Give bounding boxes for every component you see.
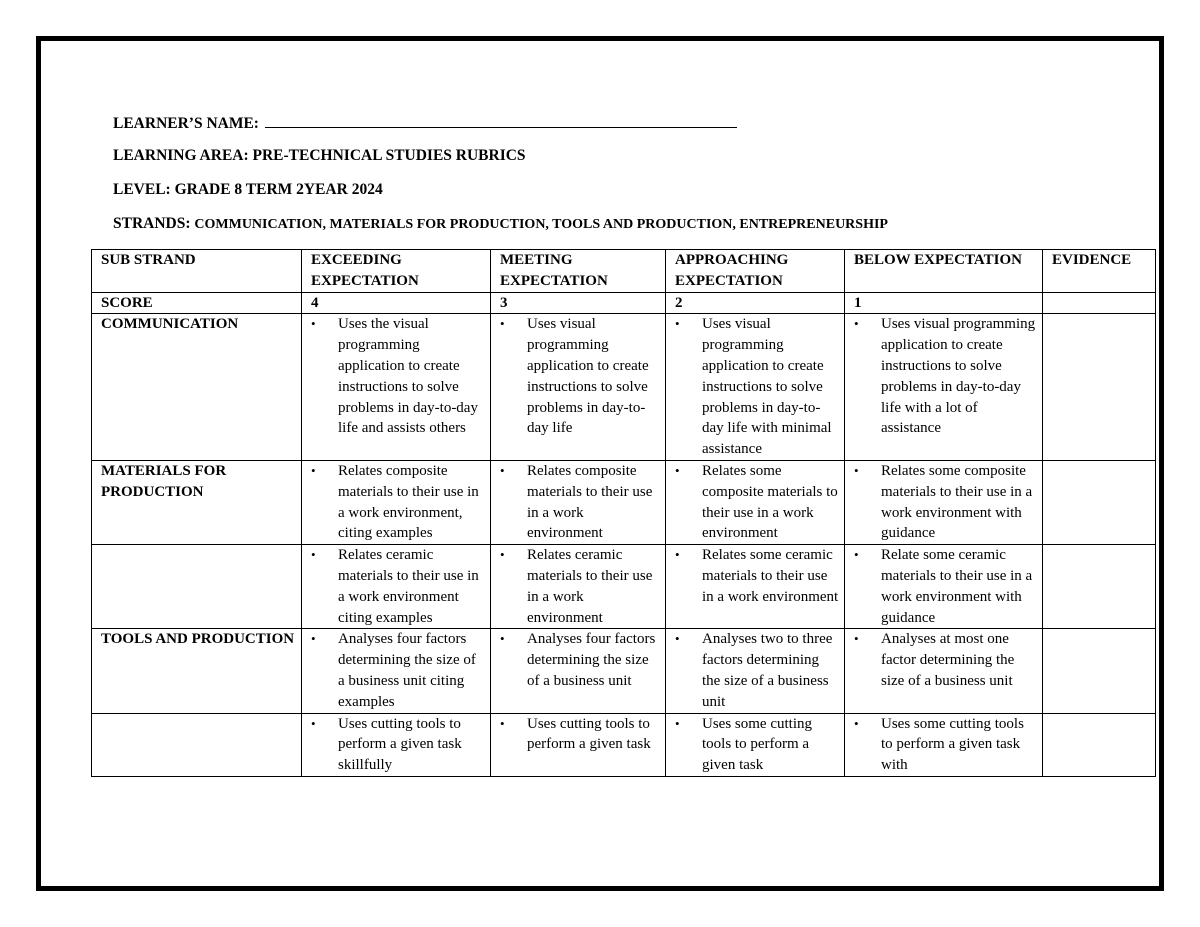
strands-label: STRANDS: xyxy=(113,215,191,232)
bullet-icon: • xyxy=(500,316,505,332)
rubric-cell xyxy=(666,713,845,776)
rubric-cell xyxy=(845,314,1043,461)
bullet-icon: • xyxy=(675,547,680,563)
rubric-text: Uses some cutting tools to perform a given task xyxy=(702,715,812,774)
rubric-text: Relates ceramic materials to their use in a work environment citing examples xyxy=(338,547,479,626)
rubric-text: Relates some composite materials to their use in a work environment with guidance xyxy=(881,462,1033,542)
bullet-icon: • xyxy=(311,631,316,647)
evidence-cell[interactable] xyxy=(1043,713,1156,776)
rubric-cell xyxy=(491,545,666,629)
bullet-icon: • xyxy=(675,631,680,647)
bullet-icon: • xyxy=(500,462,505,478)
score-value: 1 xyxy=(845,292,1043,314)
evidence-cell[interactable] xyxy=(1043,314,1156,461)
sub-strand-name: MATERIALS FOR PRODUCTION xyxy=(92,460,302,544)
score-row xyxy=(92,292,1156,314)
rubric-cell xyxy=(666,629,845,713)
strands-line xyxy=(113,215,888,233)
column-header: BELOW EXPECTATION xyxy=(845,250,1043,293)
sub-strand-name: COMMUNICATION xyxy=(92,314,302,461)
column-header: MEETING EXPECTATION xyxy=(491,250,666,293)
rubric-text: Uses the visual programming application to create instructions to solve problems in day-to-day life and assists others xyxy=(338,316,478,437)
learner-name-blank[interactable] xyxy=(265,113,737,128)
table-row xyxy=(92,314,1156,461)
sub-strand-name: TOOLS AND PRODUCTION xyxy=(92,629,302,713)
bullet-icon: • xyxy=(854,547,859,563)
rubric-cell xyxy=(666,545,845,629)
rubric-cell xyxy=(302,545,491,629)
rubric-text: Uses some cutting tools to perform a given task with xyxy=(881,715,1024,774)
evidence-cell[interactable] xyxy=(1043,460,1156,544)
bullet-icon: • xyxy=(675,715,680,731)
score-value: 2 xyxy=(666,292,845,314)
learner-name-label: LEARNER’S NAME: xyxy=(113,115,259,132)
rubric-text: Uses visual programming application to create instructions to solve problems in day-to-day life with minimal assistance xyxy=(702,316,832,458)
rubric-cell xyxy=(491,314,666,461)
rubric-text: Analyses four factors determining the size of a business unit citing examples xyxy=(338,631,476,710)
column-header: APPROACHING EXPECTATION xyxy=(666,250,845,293)
learner-name-line xyxy=(113,113,737,133)
rubric-cell xyxy=(491,629,666,713)
bullet-icon: • xyxy=(675,462,680,478)
column-header: EXCEEDING EXPECTATION xyxy=(302,250,491,293)
rubric-text: Relates ceramic materials to their use in a work environment xyxy=(527,547,653,626)
bullet-icon: • xyxy=(311,547,316,563)
bullet-icon: • xyxy=(854,316,859,332)
bullet-icon: • xyxy=(854,715,859,731)
rubric-text: Uses visual programming application to create instructions to solve problems in day-to-day life with a lot of assistance xyxy=(881,316,1036,437)
score-value xyxy=(1043,292,1156,314)
learning-area-line: LEARNING AREA: PRE-TECHNICAL STUDIES RUBRICS xyxy=(113,147,526,164)
evidence-cell[interactable] xyxy=(1043,545,1156,629)
rubric-cell xyxy=(845,460,1043,544)
score-label: SCORE xyxy=(92,292,302,314)
table-row xyxy=(92,629,1156,713)
table-header-row xyxy=(92,250,1156,293)
rubric-text: Analyses at most one factor determining the size of a business unit xyxy=(881,631,1015,689)
rubric-cell xyxy=(845,629,1043,713)
bullet-icon: • xyxy=(500,631,505,647)
rubric-cell xyxy=(491,713,666,776)
rubric-cell xyxy=(666,460,845,544)
rubric-text: Uses visual programming application to create instructions to solve problems in day-to-day life xyxy=(527,316,649,437)
bullet-icon: • xyxy=(311,316,316,332)
rubric-table xyxy=(91,249,1156,777)
score-value: 4 xyxy=(302,292,491,314)
table-row xyxy=(92,460,1156,544)
column-header: SUB STRAND xyxy=(92,250,302,293)
rubric-text: Analyses two to three factors determining the size of a business unit xyxy=(702,631,833,710)
bullet-icon: • xyxy=(311,715,316,731)
evidence-cell[interactable] xyxy=(1043,629,1156,713)
column-header: EVIDENCE xyxy=(1043,250,1156,293)
bullet-icon: • xyxy=(854,631,859,647)
table-row xyxy=(92,713,1156,776)
rubric-cell xyxy=(666,314,845,461)
rubric-cell xyxy=(302,713,491,776)
rubric-text: Relates some composite materials to their use in a work environment xyxy=(702,462,838,542)
rubric-text: Relates composite materials to their use in a work environment xyxy=(527,462,653,542)
rubric-cell xyxy=(302,460,491,544)
bullet-icon: • xyxy=(675,316,680,332)
level-line: LEVEL: GRADE 8 TERM 2YEAR 2024 xyxy=(113,181,383,198)
rubric-cell xyxy=(845,713,1043,776)
rubric-text: Analyses four factors determining the size of a business unit xyxy=(527,631,656,689)
rubric-text: Relates composite materials to their use in a work environment, citing examples xyxy=(338,462,479,542)
rubric-text: Relates some ceramic materials to their use in a work environment xyxy=(702,547,839,605)
rubric-cell xyxy=(302,314,491,461)
bullet-icon: • xyxy=(500,715,505,731)
page-frame xyxy=(36,36,1164,891)
strands-list: COMMUNICATION, MATERIALS FOR PRODUCTION, TOOLS AND PRODUCTION, ENTREPRENEURSHIP xyxy=(194,217,888,232)
rubric-text: Relate some ceramic materials to their use in a work environment with guidance xyxy=(881,547,1033,626)
bullet-icon: • xyxy=(311,462,316,478)
rubric-cell xyxy=(491,460,666,544)
bullet-icon: • xyxy=(500,547,505,563)
sub-strand-name xyxy=(92,713,302,776)
sub-strand-name xyxy=(92,545,302,629)
rubric-cell xyxy=(302,629,491,713)
rubric-text: Uses cutting tools to perform a given task xyxy=(527,715,651,753)
table-row xyxy=(92,545,1156,629)
rubric-cell xyxy=(845,545,1043,629)
bullet-icon: • xyxy=(854,462,859,478)
score-value: 3 xyxy=(491,292,666,314)
rubric-text: Uses cutting tools to perform a given task skillfully xyxy=(338,715,462,774)
